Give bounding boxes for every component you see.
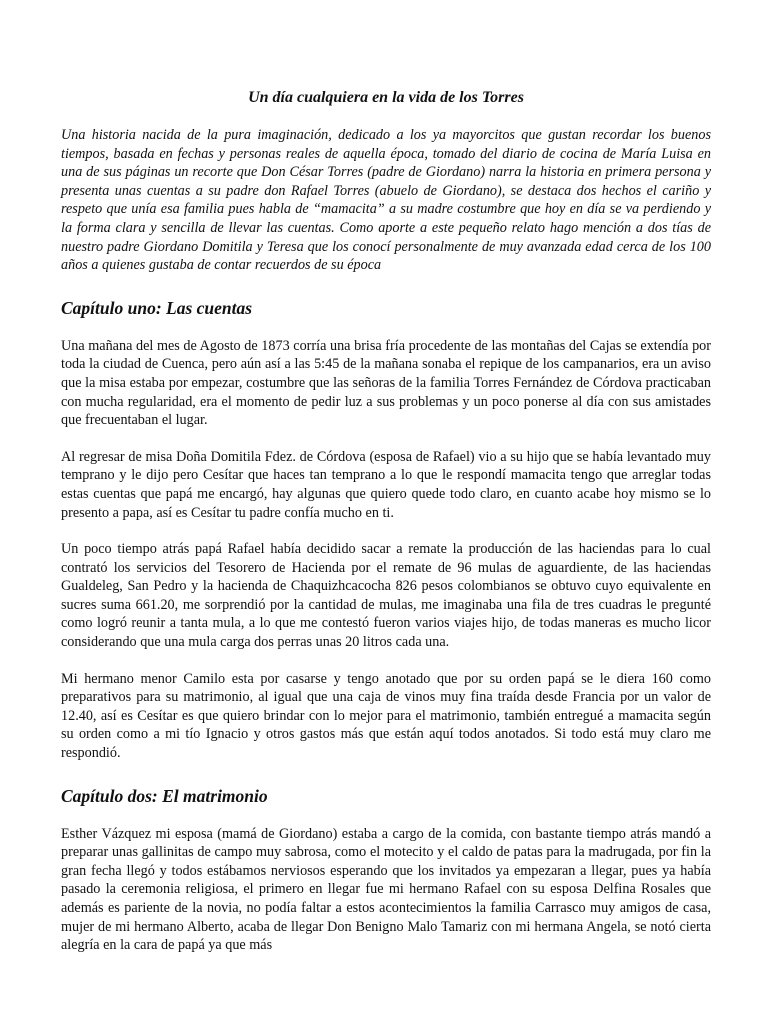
- intro-paragraph: Una historia nacida de la pura imaginación, dedicado a los ya mayorcitos que gustan recordar los buenos tiempos, basada en fechas y personas reales de aquella época, tomado del diario de cocina de María Luisa en una de sus páginas un recorte que Don César Torres (padre de Giordano) narra la historia en primera persona y presenta unas cuentas a su padre don Rafael Torres (abuelo de Giordano), se destaca dos hechos el cariño y respeto que unía esa familia pues habla de “mamacita” a su madre costumbre que hoy en día se va perdiendo y la forma clara y sencilla de llevar las cuentas. Como aporte a este pequeño relato hago mención a dos tías de nuestro padre Giordano Domitila y Teresa que los conocí personalmente de muy avanzada edad cerca de los 100 años a quienes gustaba de contar recuerdos de su época: [61, 127, 711, 274]
- document-page: [61, 88, 711, 973]
- chapter-heading-2: Capítulo dos: El matrimonio: [61, 785, 268, 806]
- paragraph: Al regresar de misa Doña Domitila Fdez. de Córdova (esposa de Rafael) vio a su hijo que se había levantado muy temprano y le dijo pero Cesítar que haces tan temprano a lo que le respondí mamacita tengo que arreglar todas estas cuentas que papá me encargó, hay algunas que quiero quede todo claro, en cuanto acabe hoy mismo se lo presento a papa, así es Cesítar tu padre confía mucho en ti.: [61, 448, 711, 521]
- document-title: Un día cualquiera en la vida de los Torres: [248, 89, 524, 106]
- chapter-heading-1: Capítulo uno: Las cuentas: [61, 297, 253, 318]
- paragraph: Esther Vázquez mi esposa (mamá de Giordano) estaba a cargo de la comida, con bastante tiempo atrás mandó a preparar unas gallinitas de campo muy sabrosa, como el motecito y el caldo de patas para la madrugada, por fin la gran fecha llegó y todos estábamos nerviosos esperando que los invitados ya empezaran a llegar, pues ya había pasado la ceremonia religiosa, el primero en llegar fue mi hermano Rafael con su esposa Delfina Rosales que además es pariente de la novia, no podía faltar a estos acontecimientos la familia Carrasco muy amigos de casa, mujer de mi hermano Alberto, acaba de llegar Don Benigno Malo Tamariz con mi hermana Angela, se notó cierta alegría en la cara de papá ya que más: [61, 825, 711, 954]
- paragraph: Mi hermano menor Camilo esta por casarse y tengo anotado que por su orden papá se le diera 160 como preparativos para su matrimonio, al igual que una caja de vinos muy fina traída desde Francia por un valor de 12.40, así es Cesítar es que quiero brindar con lo mejor para el matrimonio, también entregué a mamacita según su orden como a mi tío Ignacio y otros gastos más que están aquí todos anotados. Si todo está muy claro me respondió.: [61, 670, 711, 762]
- paragraph: Un poco tiempo atrás papá Rafael había decidido sacar a remate la producción de las haciendas para lo cual contrató los servicios del Tesorero de Hacienda por el remate de 96 mulas de aguardiente, de las haciendas Gualdeleg, San Pedro y la hacienda de Chaquizhcacocha 826 pesos colombianos se obtuvo cuyo equivalente en sucres suma 661.20, me sorprendió por la cantidad de mulas, me imaginaba una fila de tres cuadras le pregunté como logró reunir a tanta mula, a lo que me contestó fueron varios viajes hijo, de todas maneras es mucho licor considerando que una mula carga dos perras unas 20 litros cada una.: [61, 541, 711, 651]
- paragraph: Una mañana del mes de Agosto de 1873 corría una brisa fría procedente de las montañas del Cajas se extendía por toda la ciudad de Cuenca, pero aún así a las 5:45 de la mañana sonaba el repique de los campanarios, era un aviso que la misa estaba por empezar, costumbre que las señoras de la familia Torres Fernández de Córdova practicaban con mucha regularidad, era el momento de pedir luz a sus problemas y un poco ponerse al día con sus amistades que frecuentaban el lugar.: [61, 337, 711, 429]
